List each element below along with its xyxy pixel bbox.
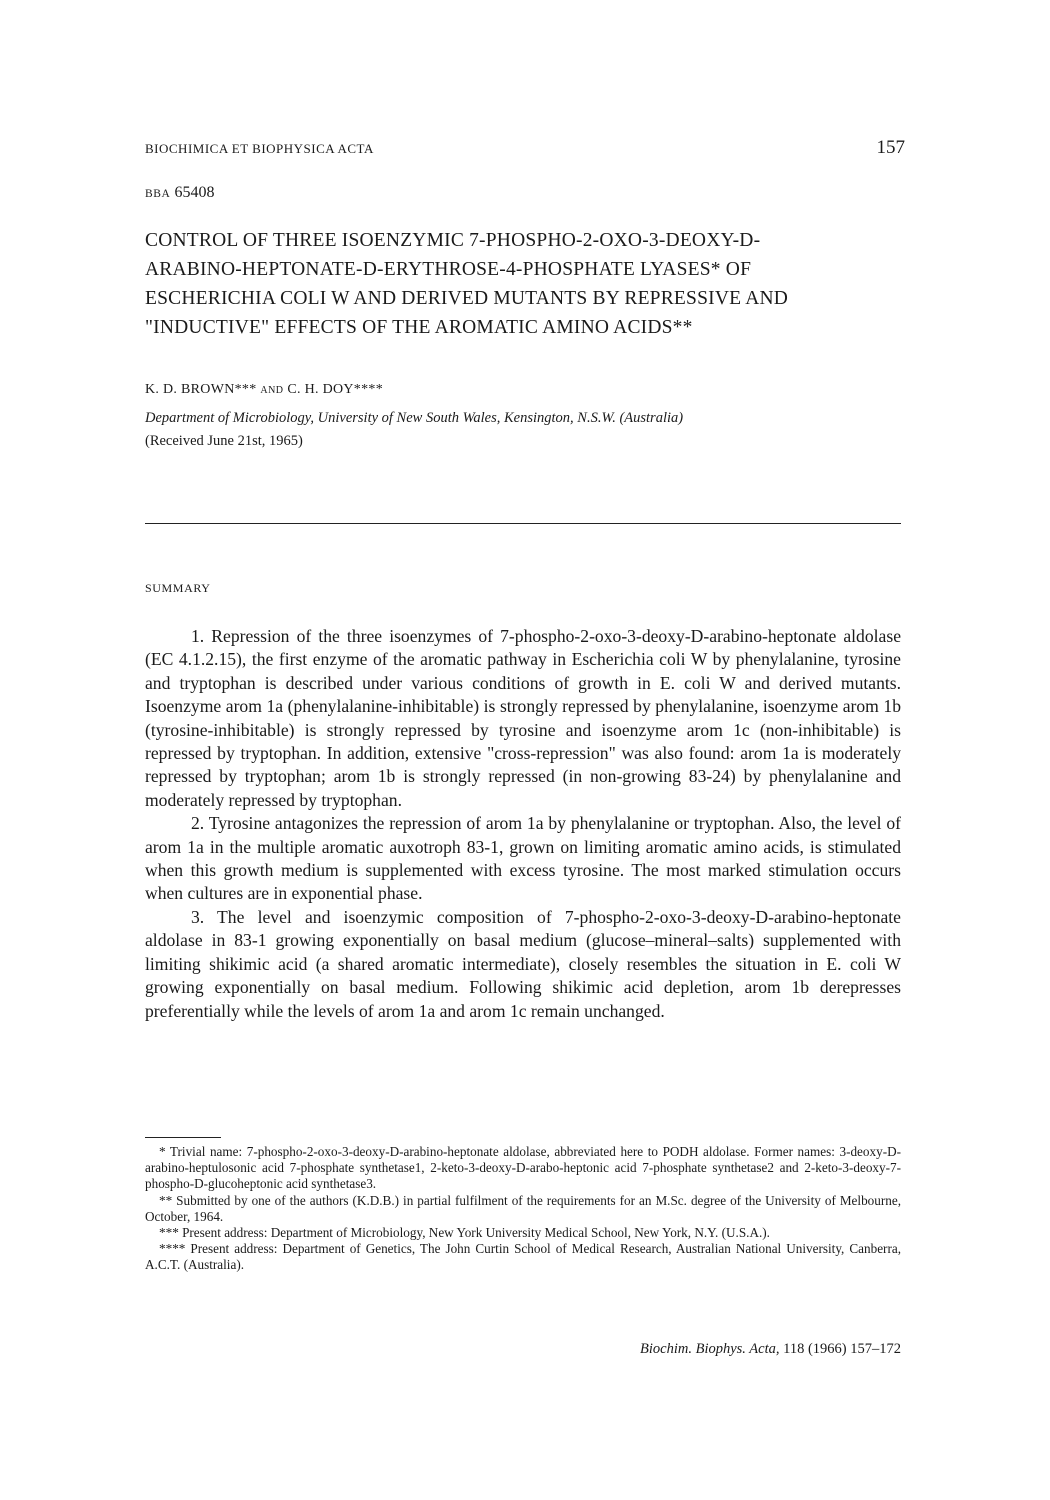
footnote-divider — [145, 1137, 221, 1138]
author-name: C. H. DOY**** — [287, 382, 384, 397]
footnote: *** Present address: Department of Microbiology, New York University Medical School, New York, N.Y. (U.S.A.). — [159, 1225, 770, 1241]
summary-heading: SUMMARY — [145, 581, 211, 595]
article-title — [145, 226, 915, 342]
footnote: **** Present address: Department of Genetics, The John Curtin School of Medical Research, Australian National University, Canberra, A.C.T. (Australia). — [145, 1241, 901, 1273]
title-line: "INDUCTIVE" EFFECTS OF THE AROMATIC AMINO ACIDS** — [145, 317, 693, 338]
citation-details: 118 (1966) 157–172 — [783, 1341, 901, 1357]
summary-paragraph: 2. Tyrosine antagonizes the repression of arom 1a by phenylalanine or tryptophan. Also, the level of arom 1a in the multiple aromatic auxotroph 83-1, grown on limiting aromatic amino acids, is stimulated when this growth medium is supplemented with excess tyrosine. The most marked stimulation occurs when cultures are in exponential phase. — [145, 813, 901, 904]
footnotes — [145, 1144, 901, 1274]
author-name: K. D. BROWN*** — [145, 382, 257, 397]
affiliation: Department of Microbiology, University of New South Wales, Kensington, N.S.W. (Australia) — [145, 410, 684, 426]
author-list — [145, 382, 383, 398]
header-divider — [145, 523, 901, 524]
title-line: CONTROL OF THREE ISOENZYMIC 7-PHOSPHO-2-OXO-3-DEOXY-D- — [145, 230, 761, 251]
summary-paragraph: 1. Repression of the three isoenzymes of 7-phospho-2-oxo-3-deoxy-D-arabino-heptonate aldolase (EC 4.1.2.15), the first enzyme of the aromatic pathway in Escherichia coli W by phenylalanine, tyrosine and tryptophan is described under various conditions of growth in E. coli W and derived mutants. Isoenzyme arom 1a (phenylalanine-inhibitable) is strongly repressed by phenylalanine, isoenzyme arom 1b (tyrosine-inhibitable) is strongly repressed by tyrosine and isoenzyme arom 1c (non-inhibitable) is repressed by tryptophan. In addition, extensive "cross-repression" was also found: arom 1a is moderately repressed by tryptophan; arom 1b is strongly repressed (in non-growing 83-24) by phenylalanine and moderately repressed by tryptophan. — [145, 626, 901, 810]
journal-name: BIOCHIMICA ET BIOPHYSICA ACTA — [145, 141, 374, 156]
title-line: ESCHERICHIA COLI W AND DERIVED MUTANTS BY REPRESSIVE AND — [145, 288, 789, 309]
page-number: 157 — [876, 137, 905, 158]
journal-citation — [560, 1341, 901, 1358]
author-conjunction: AND — [260, 385, 284, 396]
citation-journal: Biochim. Biophys. Acta, — [640, 1341, 780, 1357]
summary-paragraph: 3. The level and isoenzymic composition of 7-phospho-2-oxo-3-deoxy-D-arabino-heptonate aldolase in 83-1 growing exponentially on basal medium (glucose–mineral–salts) supplemented with limiting shikimic acid (a shared aromatic intermediate), closely resembles the situation in E. coli W growing exponentially on basal medium. Following shikimic acid depletion, arom 1b derepresses preferentially while the levels of arom 1a and arom 1c remain unchanged. — [145, 906, 901, 1021]
bba-number: 65408 — [174, 184, 215, 201]
running-head — [145, 137, 905, 159]
footnote: ** Submitted by one of the authors (K.D.B.) in partial fulfilment of the requirements for an M.Sc. degree of the University of Melbourne, October, 1964. — [145, 1192, 901, 1224]
title-line: ARABINO-HEPTONATE-D-ERYTHROSE-4-PHOSPHATE LYASES* OF — [145, 259, 752, 280]
bba-identifier — [145, 184, 214, 202]
summary-body — [145, 625, 901, 1023]
footnote: * Trivial name: 7-phospho-2-oxo-3-deoxy-D-arabino-heptonate aldolase, abbreviated here to PODH aldolase. Former names: 3-deoxy-D-arabino-heptulosonic acid 7-phosphate synthetase1, 2-keto-3-deoxy-D-arabo-heptonic acid 7-phosphate synthetase2 and 2-keto-3-deoxy-7-phospho-D-glucoheptonic acid synthetase3. — [145, 1144, 901, 1192]
bba-prefix: BBA — [145, 188, 171, 200]
received-date: (Received June 21st, 1965) — [145, 433, 303, 449]
